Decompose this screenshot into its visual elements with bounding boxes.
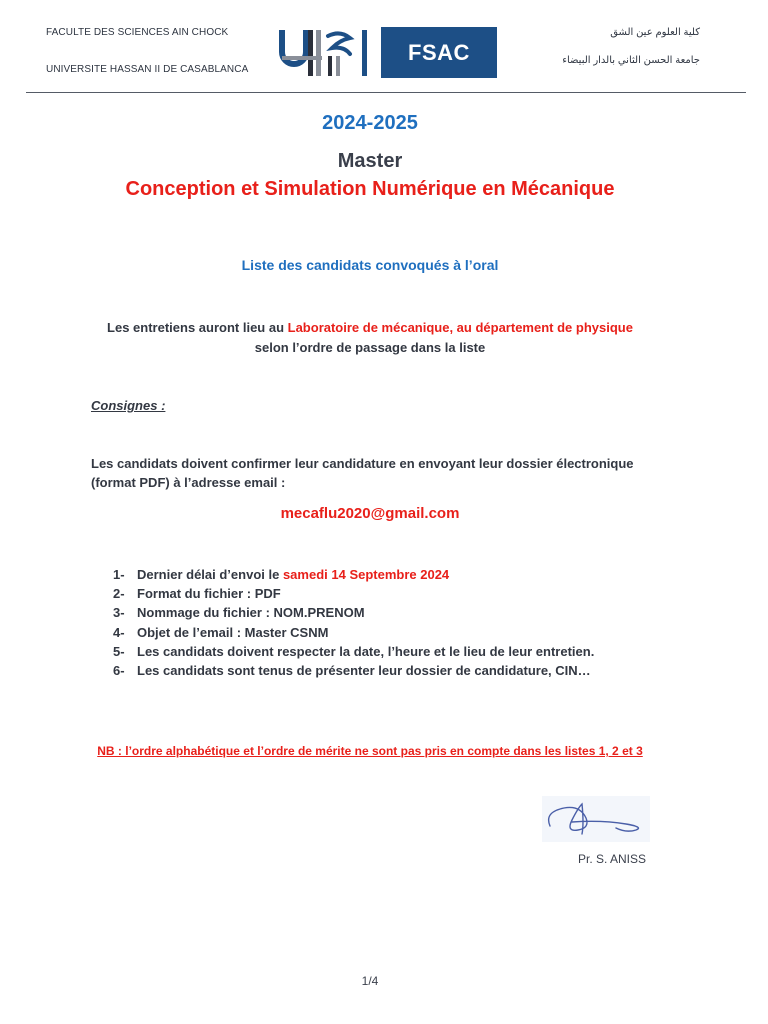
header-divider bbox=[26, 92, 746, 93]
step-item: 1- Dernier délai d’envoi le samedi 14 Septembre 2024 bbox=[113, 567, 450, 582]
interview-location-line bbox=[0, 320, 740, 335]
consignes-heading: Consignes : bbox=[91, 398, 166, 413]
university-name-ar: جامعة الحسن الثاني بالدار البيضاء bbox=[562, 55, 700, 66]
uh2-logo bbox=[278, 26, 370, 80]
step-item: 5- Les candidats doivent respecter la date, l’heure et le lieu de leur entretien. bbox=[113, 643, 595, 659]
fsac-logo: FSAC bbox=[381, 27, 497, 78]
university-name-fr: UNIVERSITE HASSAN II DE CASABLANCA bbox=[46, 64, 249, 75]
instruction-steps bbox=[113, 565, 594, 680]
faculty-name-ar: كلية العلوم عين الشق bbox=[610, 27, 700, 38]
nb-note: NB : l’ordre alphabétique et l’ordre de mérite ne sont pas pris en compte dans les listes 1, 2 et 3 bbox=[97, 744, 643, 758]
program-title: Conception et Simulation Numérique en Mécanique bbox=[125, 178, 615, 200]
instructions-line-2: (format PDF) à l’adresse email : bbox=[91, 475, 286, 490]
degree-title: Master bbox=[337, 150, 403, 172]
page-number: 1/4 bbox=[361, 974, 379, 988]
interview-location-prefix: Les entretiens auront lieu au bbox=[107, 320, 288, 335]
step-item: 4- Objet de l’email : Master CSNM bbox=[113, 624, 329, 640]
interview-order-line: selon l’ordre de passage dans la liste bbox=[254, 340, 486, 355]
list-title: Liste des candidats convoqués à l’oral bbox=[241, 257, 499, 273]
signature-image bbox=[542, 796, 650, 842]
academic-year: 2024-2025 bbox=[322, 112, 418, 134]
contact-email[interactable]: mecaflu2020@gmail.com bbox=[280, 505, 460, 522]
instructions-line-1: Les candidats doivent confirmer leur candidature en envoyant leur dossier électronique bbox=[91, 456, 634, 471]
faculty-name-fr: FACULTE DES SCIENCES AIN CHOCK bbox=[46, 27, 229, 38]
interview-location: Laboratoire de mécanique, au département de physique bbox=[287, 320, 633, 335]
step-item: 6- Les candidats sont tenus de présenter leur dossier de candidature, CIN… bbox=[113, 662, 591, 678]
step-item: 3- Nommage du fichier : NOM.PRENOM bbox=[113, 605, 365, 621]
step-item: 2- Format du fichier : PDF bbox=[113, 586, 281, 602]
signer-name: Pr. S. ANISS bbox=[578, 852, 647, 866]
